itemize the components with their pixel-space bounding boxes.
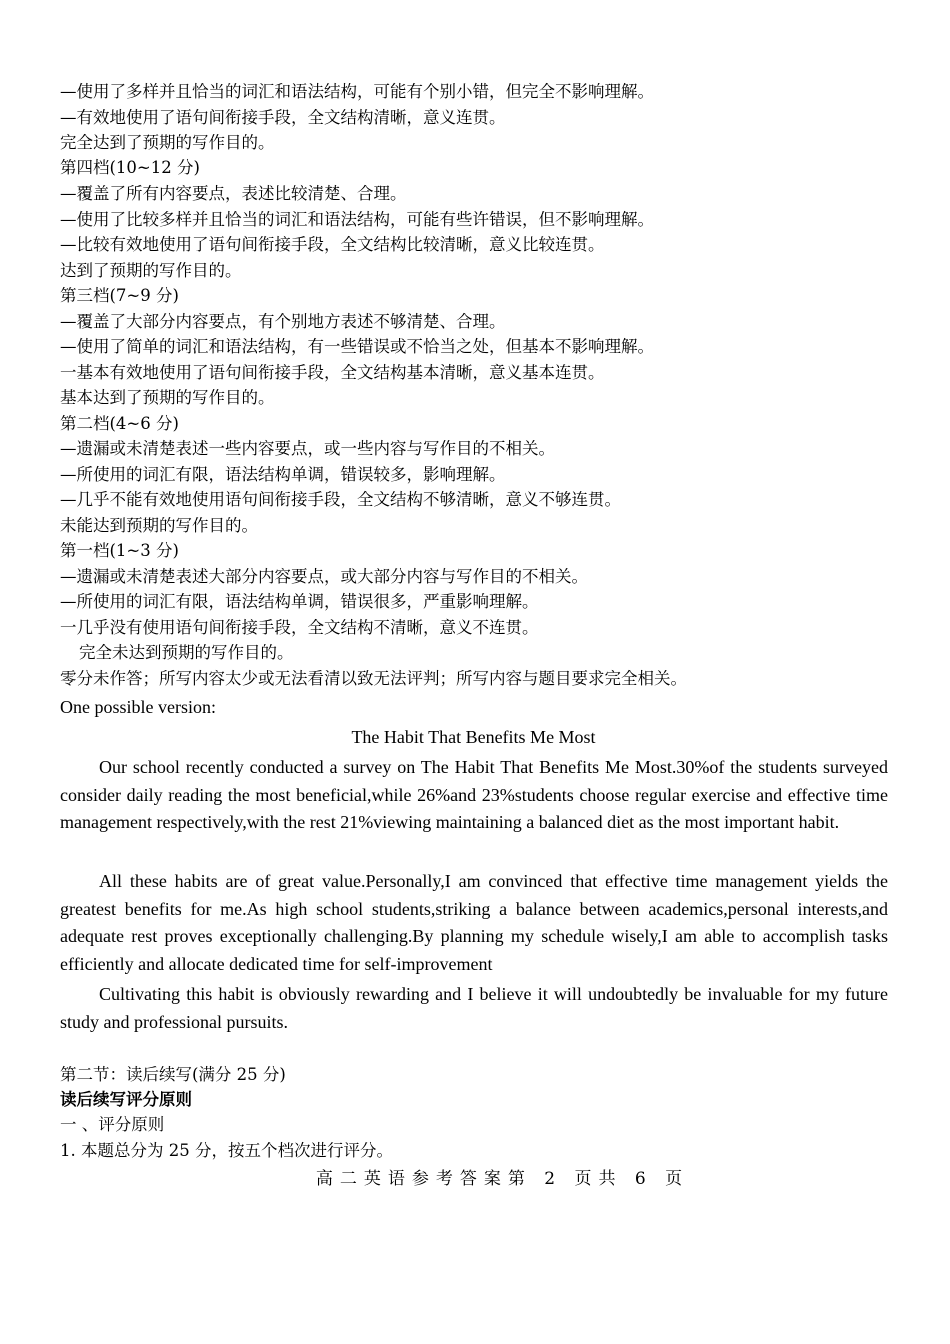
criteria-line: 一几乎没有使用语句间衔接手段，全文结构不清晰，意义不连贯。 xyxy=(60,618,539,637)
criteria-line: —有效地使用了语句间衔接手段，全文结构清晰，意义连贯。 xyxy=(60,108,506,127)
criteria-line: 基本达到了预期的写作目的。 xyxy=(60,388,275,407)
criteria-line: 达到了预期的写作目的。 xyxy=(60,261,242,280)
criteria-line: —所使用的词汇有限，语法结构单调，错误较多，影响理解。 xyxy=(60,465,506,484)
essay-paragraph-3: Cultivating this habit is obviously rewarding and I believe it will undoubtedly be invaluable for my future study and professional pursuits. xyxy=(60,984,888,1032)
criteria-line: —覆盖了所有内容要点，表述比较清楚、合理。 xyxy=(60,184,407,203)
criteria-line: —几乎不能有效地使用语句间衔接手段，全文结构不够清晰，意义不够连贯。 xyxy=(60,490,621,509)
criteria-line: 完全达到了预期的写作目的。 xyxy=(60,133,275,152)
criteria-line: —所使用的词汇有限，语法结构单调，错误很多，严重影响理解。 xyxy=(60,592,539,611)
criteria-line: 未能达到预期的写作目的。 xyxy=(60,516,258,535)
criteria-line: —比较有效地使用了语句间衔接手段，全文结构比较清晰，意义比较连贯。 xyxy=(60,235,605,254)
grade-heading-1: 第一档(1~3 分) xyxy=(60,541,179,560)
criteria-line: —使用了比较多样并且恰当的词汇和语法结构，可能有些许错误，但不影响理解。 xyxy=(60,210,654,229)
zero-score-line: 零分未作答；所写内容太少或无法看清以致无法评判；所写内容与题目要求完全相关。 xyxy=(60,669,687,688)
rule-item-1: 1. 本题总分为 25 分，按五个档次进行评分。 xyxy=(60,1141,393,1160)
page-footer: 高二英语参考答案第 2 页共 6 页 xyxy=(315,1169,690,1189)
criteria-line: 完全未达到预期的写作目的。 xyxy=(79,643,294,662)
grade-heading-4: 第四档(10~12 分) xyxy=(60,158,200,177)
essay-paragraph-1: Our school recently conducted a survey on The Habit That Benefits Me Most.30%of the students surveyed consider daily reading the most beneficial,while 26%and 23%students choose regular exercise and effective time management respectively,with the rest 21%viewing maintaining a balanced diet as the most important habit. xyxy=(60,757,888,832)
essay-paragraph-2: All these habits are of great value.Personally,I am convinced that effective time management yields the greatest benefits for me.As high school students,striking a balance between academics,personal interests,and adequate rest proves exceptionally challenging.By planning my schedule wisely,I am able to accomplish tasks efficiently and allocate dedicated time for self-improvement xyxy=(60,871,888,974)
section-heading: 第二节：读后续写(满分 25 分) xyxy=(60,1065,286,1084)
sub-heading: 一 、评分原则 xyxy=(60,1115,165,1134)
criteria-line: —遗漏或未清楚表述一些内容要点，或一些内容与写作目的不相关。 xyxy=(60,439,555,458)
sample-intro: One possible version: xyxy=(60,697,216,717)
bold-title: 读后续写评分原则 xyxy=(60,1090,192,1109)
grade-heading-3: 第三档(7~9 分) xyxy=(60,286,179,305)
criteria-line: —使用了多样并且恰当的词汇和语法结构，可能有个别小错，但完全不影响理解。 xyxy=(60,82,654,101)
criteria-line: —使用了简单的词汇和语法结构，有一些错误或不恰当之处，但基本不影响理解。 xyxy=(60,337,654,356)
grade-heading-2: 第二档(4~6 分) xyxy=(60,414,179,433)
criteria-line: —覆盖了大部分内容要点，有个别地方表述不够清楚、合理。 xyxy=(60,312,506,331)
essay-title: The Habit That Benefits Me Most xyxy=(351,727,596,747)
criteria-line: 一基本有效地使用了语句间衔接手段，全文结构基本清晰，意义基本连贯。 xyxy=(60,363,605,382)
criteria-line: —遗漏或未清楚表述大部分内容要点，或大部分内容与写作目的不相关。 xyxy=(60,567,588,586)
